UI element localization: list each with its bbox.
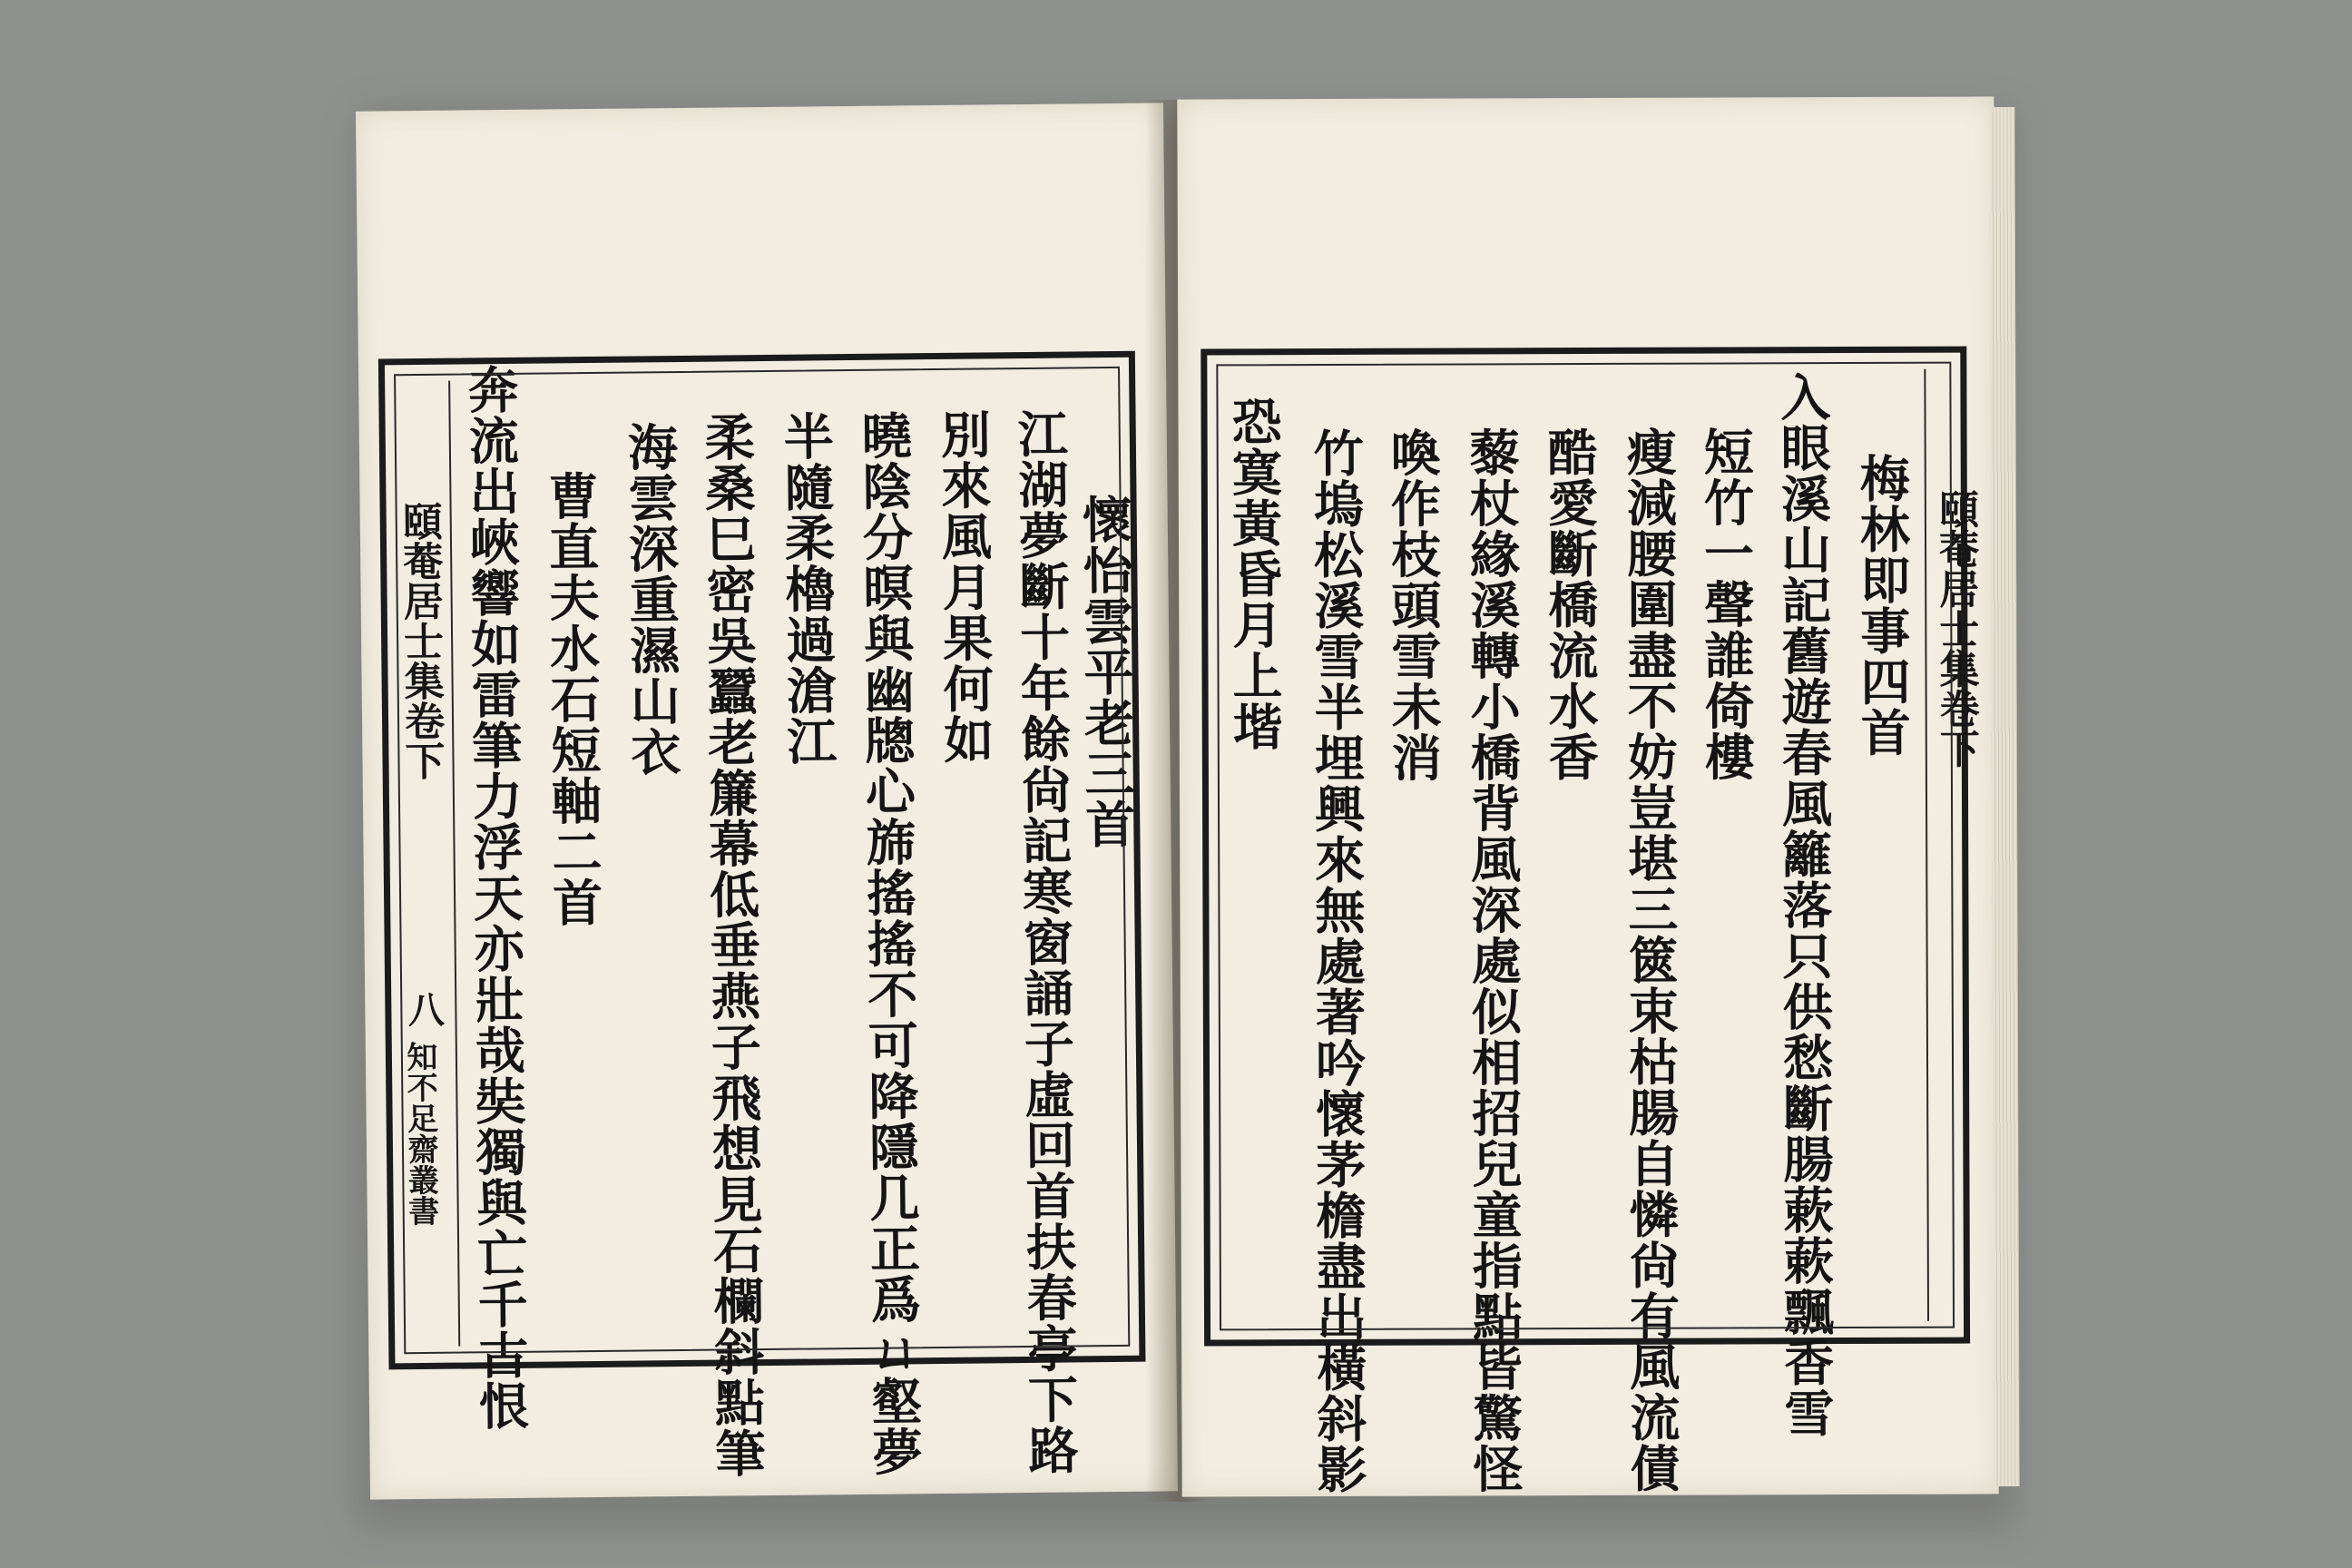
column-text: 梅林即事四首 bbox=[1851, 452, 1912, 758]
column-text: 瘦減腰圍盡不妨豈堪三篋束枯腸自憐尙有風流債 bbox=[1618, 426, 1681, 1494]
column-5 bbox=[777, 360, 836, 767]
column-text: 懷怡雲平老三首 bbox=[1073, 493, 1137, 850]
column-4 bbox=[1618, 354, 1681, 1494]
column-6 bbox=[696, 361, 767, 1479]
column-5 bbox=[1539, 354, 1600, 783]
column-9 bbox=[1223, 355, 1284, 752]
column-text: 海雲深重濕山衣 bbox=[619, 420, 682, 778]
column-2 bbox=[1772, 353, 1836, 1439]
column-7 bbox=[1382, 355, 1443, 783]
column-rule bbox=[1924, 369, 1929, 1321]
column-9 bbox=[459, 363, 531, 1432]
left-margin-title: 頤菴居士集卷下 bbox=[395, 500, 445, 781]
column-text: 竹塢松溪雪半埋興來無處著吟懷茅檐盡出橫斜影 bbox=[1305, 426, 1368, 1495]
column-3 bbox=[934, 358, 993, 765]
column-text: 入眼溪山記舊遊春風籬落只供愁斷腸蔌蔌飄香雪 bbox=[1772, 371, 1836, 1439]
column-text: 恐寞黃昏月上堦 bbox=[1223, 396, 1284, 752]
column-text: 半隨柔櫓過滄江 bbox=[775, 410, 838, 767]
left-page bbox=[356, 103, 1178, 1499]
printer-mark: 知不足齋叢書 bbox=[400, 1040, 439, 1227]
column-text: 酷愛斷橋流水香 bbox=[1539, 426, 1600, 783]
column-1-heading bbox=[1073, 358, 1137, 850]
column-6 bbox=[1461, 354, 1524, 1494]
column-text: 奔流出峽響如雷筆力浮天亦壯哉奘獨與亡千古恨 bbox=[459, 363, 531, 1432]
column-text: 別來風月果何如 bbox=[932, 408, 995, 766]
column-rule bbox=[448, 381, 460, 1347]
column-8 bbox=[1305, 355, 1368, 1495]
column-text: 江湖夢斷十年餘尙記寒窗誦子虛回首扶春亭下路 bbox=[1009, 407, 1080, 1476]
column-8-heading bbox=[541, 363, 602, 928]
column-text: 短竹一聲誰倚樓 bbox=[1695, 426, 1756, 782]
left-text-frame bbox=[378, 351, 1146, 1479]
column-2 bbox=[1009, 358, 1080, 1476]
column-text: 喚作枝頭雪未消 bbox=[1382, 426, 1443, 783]
column-7 bbox=[621, 362, 680, 778]
column-text: 柔桑巳密吳蠶老簾幕低垂燕子飛想見石欄斜點筆 bbox=[696, 411, 767, 1479]
right-margin-title: 頤菴居士集卷下 bbox=[1931, 488, 1979, 769]
column-text: 曉陰分暝與幽牕心旆搖搖不可降隱几正爲ㄩ壑夢 bbox=[853, 409, 924, 1477]
right-page bbox=[1177, 96, 1998, 1496]
column-text: 藜杖緣溪轉小橋背風深處似相招兒童指點皆驚怪 bbox=[1461, 426, 1524, 1494]
column-text: 曹直夫水石短軸二首 bbox=[540, 469, 604, 928]
column-3 bbox=[1695, 353, 1756, 782]
left-folio-number: 八 bbox=[402, 990, 446, 1028]
column-4 bbox=[853, 359, 924, 1477]
page-edges bbox=[1989, 107, 2019, 1486]
right-text-frame bbox=[1200, 347, 1979, 1495]
column-1-heading bbox=[1851, 353, 1912, 758]
